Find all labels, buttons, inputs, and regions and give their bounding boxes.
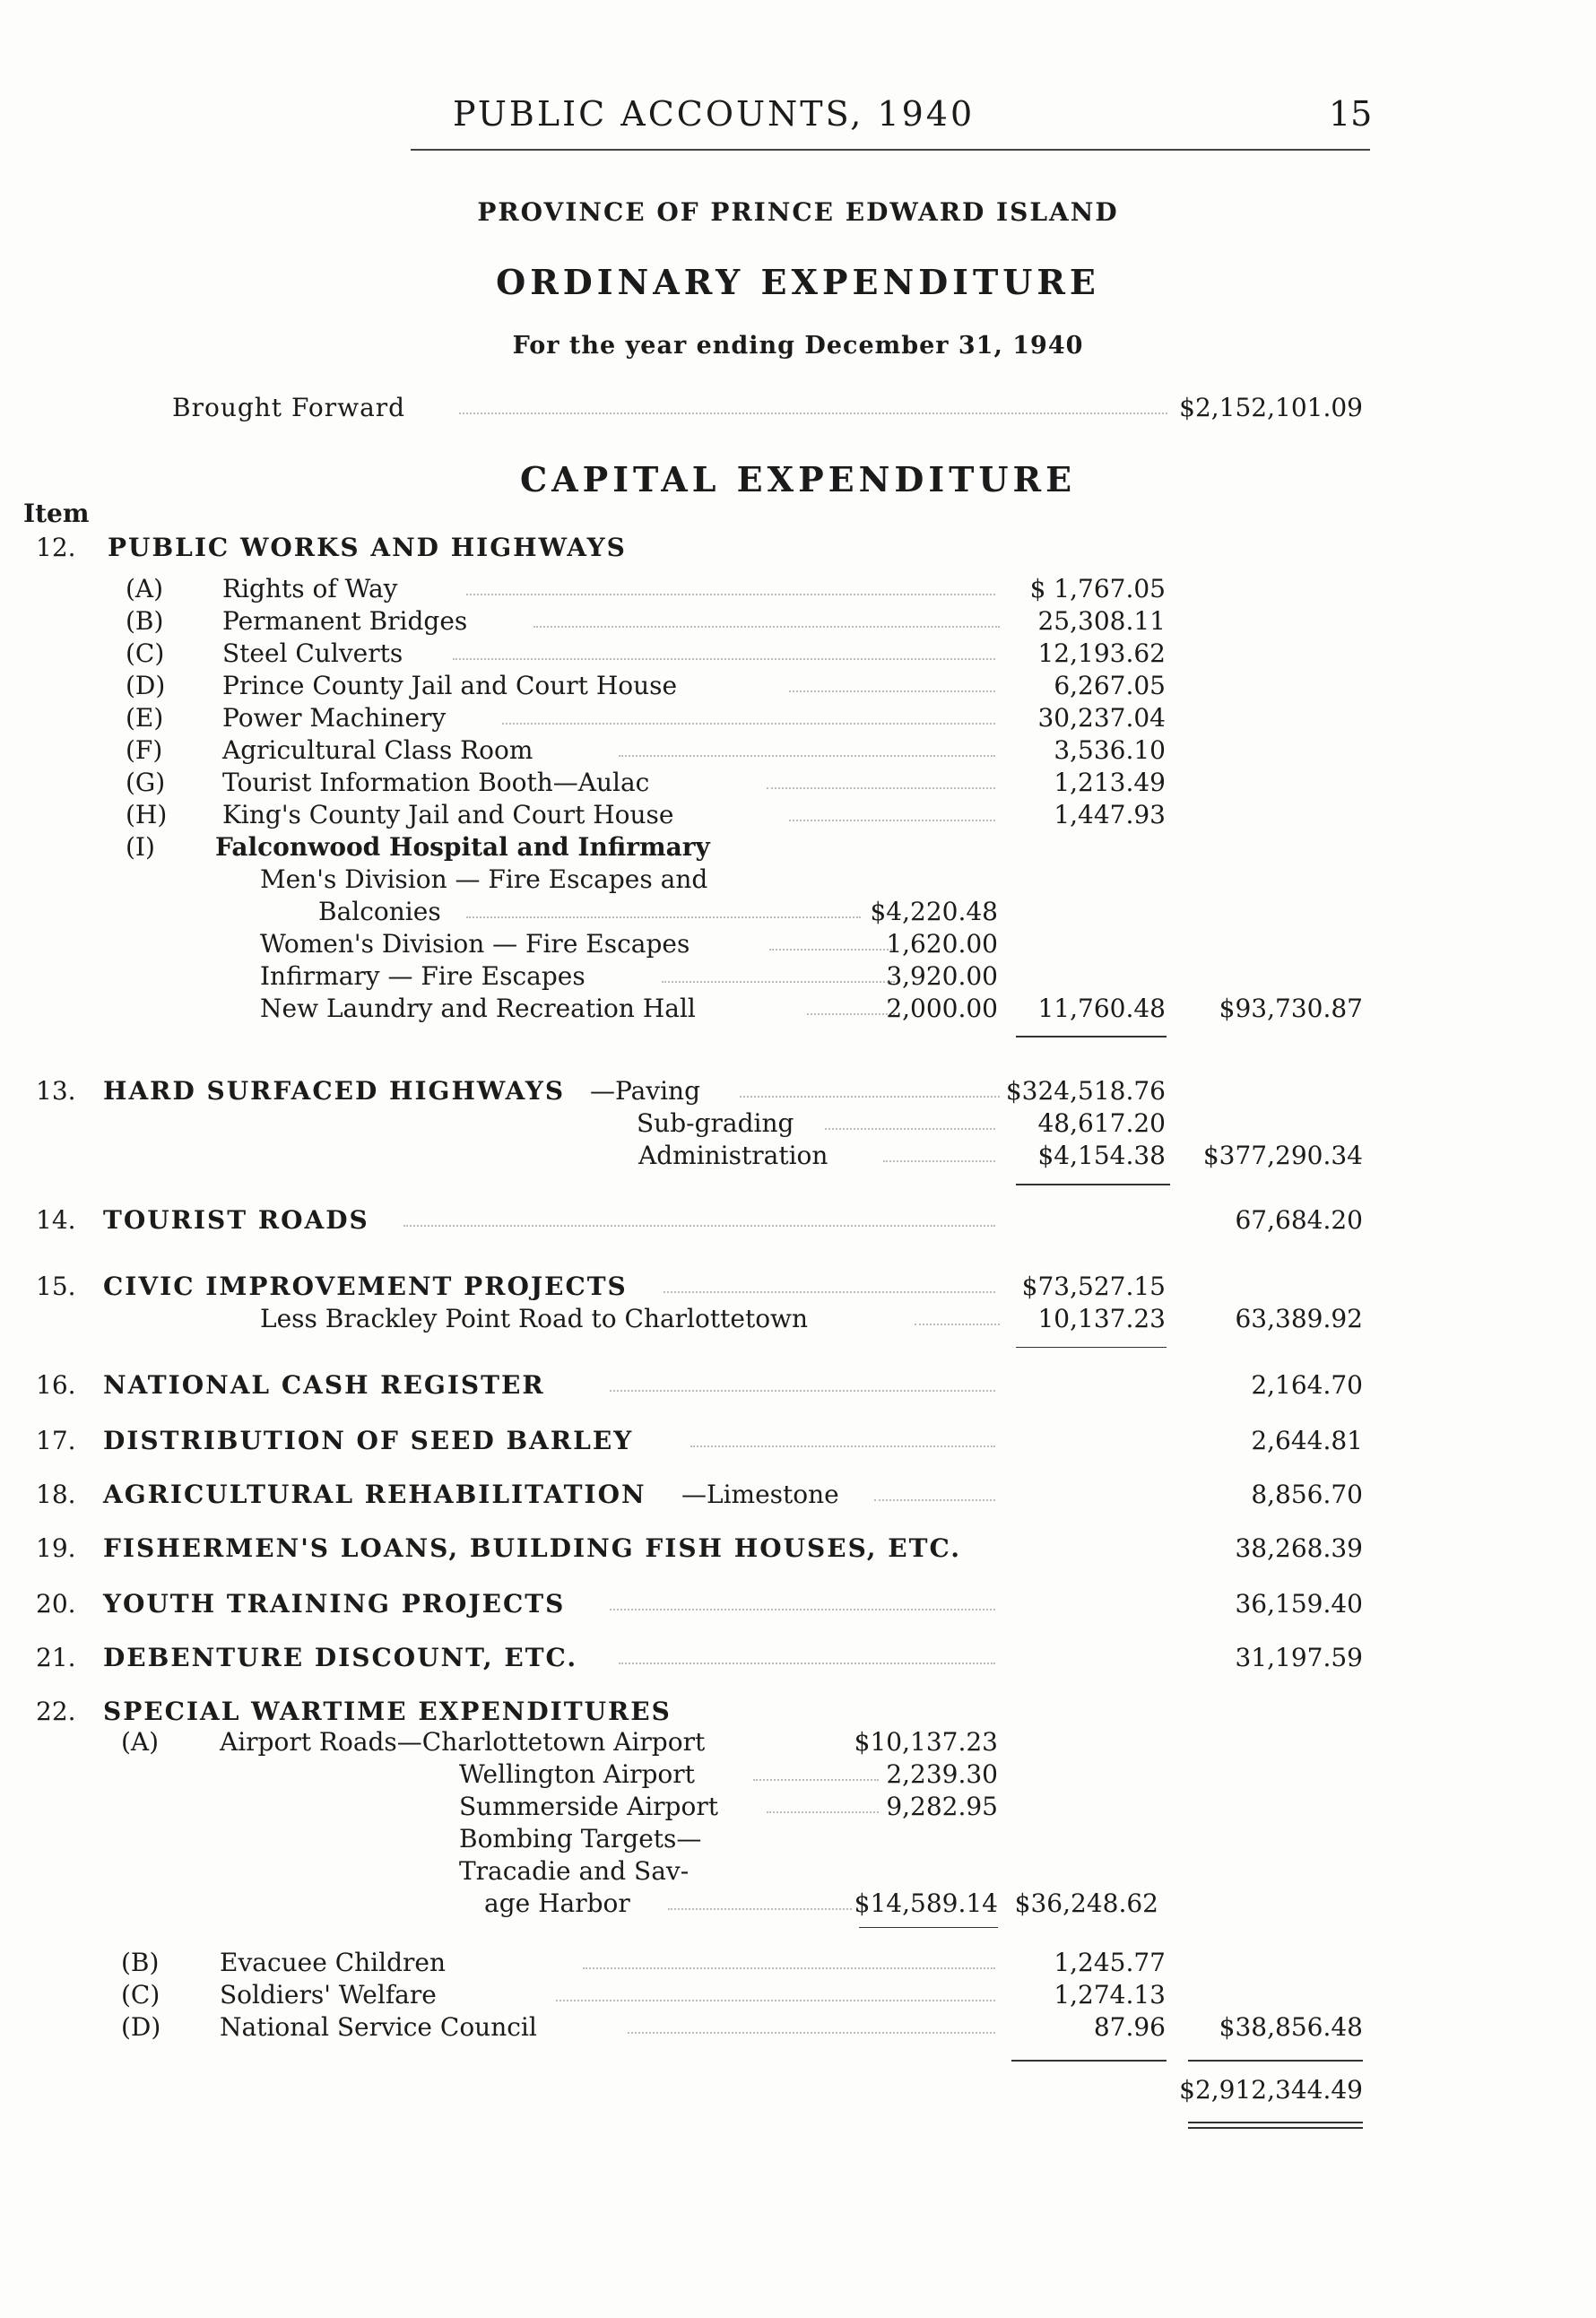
capital-heading: CAPITAL EXPENDITURE — [519, 459, 1077, 499]
item-12-line — [0, 671, 1596, 703]
item-number: 19. — [36, 1533, 76, 1563]
line-amount: 30,237.04 — [1037, 703, 1166, 733]
bombing-line-1 — [0, 1824, 1596, 1856]
leader-dots — [883, 1160, 995, 1162]
line-desc: Soldiers' Welfare — [220, 1980, 437, 2010]
item-column-label: Item — [23, 499, 90, 528]
leader-dots — [915, 1324, 1000, 1325]
item-15-row — [0, 1272, 1596, 1304]
line-amount: 1,447.93 — [1054, 800, 1166, 829]
line-amount: 1,274.13 — [1054, 1980, 1166, 2010]
line-label: (D) — [121, 2012, 161, 2042]
item-title: PUBLIC WORKS AND HIGHWAYS — [108, 533, 627, 562]
leader-dots — [466, 594, 995, 595]
falconwood-laundry-line — [0, 994, 1596, 1026]
item-number: 17. — [36, 1426, 76, 1455]
item-17-row — [0, 1426, 1596, 1458]
line-label: (B) — [121, 1948, 160, 1977]
item-suffix: —Limestone — [681, 1480, 839, 1509]
leader-dots — [459, 412, 1167, 414]
line-desc: King's County Jail and Court House — [222, 800, 674, 829]
subgrading-label: Sub-grading — [637, 1108, 794, 1138]
total-rule — [1188, 2060, 1363, 2062]
item-number: 18. — [36, 1480, 76, 1509]
item-22-total: $38,856.48 — [1219, 2012, 1363, 2042]
line-amount: 9,282.95 — [886, 1792, 998, 1821]
bombing-line-3 — [0, 1888, 1596, 1921]
subtotal-rule — [1016, 1184, 1170, 1185]
leader-dots — [789, 820, 995, 821]
line-label: (D) — [126, 671, 166, 700]
item-title: TOURIST ROADS — [103, 1205, 369, 1235]
leader-dots — [619, 755, 995, 757]
line-amount: 2,239.30 — [886, 1759, 998, 1789]
line-label: (A) — [121, 1727, 160, 1757]
line-label: (E) — [126, 703, 164, 733]
item-14-row — [0, 1205, 1596, 1237]
item-15-total: 63,389.92 — [1235, 1304, 1363, 1333]
line-label: (G) — [126, 768, 166, 797]
item-number: 15. — [36, 1272, 76, 1301]
period-line: For the year ending December 31, 1940 — [512, 332, 1084, 360]
item-title: NATIONAL CASH REGISTER — [103, 1370, 545, 1400]
leader-dots — [610, 1390, 995, 1392]
line-amount: 1,245.77 — [1054, 1948, 1166, 1977]
line-desc: New Laundry and Recreation Hall — [260, 994, 696, 1023]
less-label: Less Brackley Point Road to Charlottetown — [260, 1304, 809, 1333]
line-desc: Men's Division — Fire Escapes and — [260, 864, 708, 894]
grand-total-rule — [1188, 2127, 1363, 2129]
line-desc: Balconies — [318, 897, 441, 926]
subtotal-rule — [1016, 1347, 1167, 1348]
item-number: 22. — [36, 1697, 76, 1726]
item-number: 14. — [36, 1205, 76, 1235]
header-rule — [411, 149, 1370, 151]
item-18-row — [0, 1480, 1596, 1512]
paving-label: —Paving — [590, 1076, 701, 1106]
item-15-less — [0, 1304, 1596, 1336]
item-title: FISHERMEN'S LOANS, BUILDING FISH HOUSES, ETC. — [103, 1533, 962, 1563]
leader-dots — [533, 626, 1000, 628]
line-label: (I) — [126, 832, 155, 862]
line-amount: $73,527.15 — [1021, 1272, 1166, 1301]
leader-dots — [662, 981, 895, 983]
item-20-total: 36,159.40 — [1235, 1589, 1363, 1619]
item-22-heading — [0, 1697, 1596, 1729]
item-18-total: 8,856.70 — [1251, 1480, 1363, 1509]
line-desc: Summerside Airport — [459, 1792, 718, 1821]
item-22-a-line — [0, 1727, 1596, 1759]
falconwood-womens-line — [0, 929, 1596, 961]
subtotal-rule — [859, 1927, 998, 1928]
item-21-row — [0, 1643, 1596, 1675]
line-amount: 87.96 — [1093, 2012, 1166, 2042]
line-amount: 1,620.00 — [886, 929, 998, 959]
item-12-line — [0, 638, 1596, 671]
line-desc: Tracadie and Sav- — [459, 1856, 690, 1886]
item-19-total: 38,268.39 — [1235, 1533, 1363, 1563]
line-amount: 3,536.10 — [1054, 735, 1166, 765]
falconwood-mens-amount-line — [0, 897, 1596, 929]
line-desc: Agricultural Class Room — [222, 735, 533, 765]
leader-dots — [825, 1128, 995, 1130]
less-amount: 10,137.23 — [1037, 1304, 1166, 1333]
paving-amount: $324,518.76 — [1005, 1076, 1166, 1106]
falconwood-title: Falconwood Hospital and Infirmary — [215, 832, 710, 862]
line-desc: Airport Roads—Charlottetown Airport — [220, 1727, 706, 1757]
item-12-line — [0, 768, 1596, 800]
subtotal-rule — [1011, 2060, 1167, 2062]
line-amount: $10,137.23 — [854, 1727, 998, 1757]
wellington-line — [0, 1759, 1596, 1792]
falconwood-heading — [0, 832, 1596, 864]
leader-dots — [740, 1096, 1000, 1098]
item-title: HARD SURFACED HIGHWAYS — [103, 1076, 566, 1106]
brought-forward-amount: $2,152,101.09 — [1179, 393, 1363, 422]
grand-total-rule — [1188, 2122, 1363, 2123]
line-label: (B) — [126, 606, 164, 636]
leader-dots — [769, 949, 895, 951]
item-22-c-line — [0, 1980, 1596, 2012]
line-amount: 2,000.00 — [886, 994, 998, 1023]
brought-forward-row — [0, 393, 1596, 425]
admin-amount: $4,154.38 — [1037, 1141, 1166, 1170]
item-13-row — [0, 1076, 1596, 1108]
item-12-line — [0, 606, 1596, 638]
item-14-total: 67,684.20 — [1235, 1205, 1363, 1235]
item-number: 13. — [36, 1076, 76, 1106]
line-desc: Infirmary — Fire Escapes — [260, 961, 585, 991]
item-number: 21. — [36, 1643, 76, 1672]
leader-dots — [874, 1499, 995, 1501]
line-desc: Power Machinery — [222, 703, 447, 733]
line-amount: 1,213.49 — [1054, 768, 1166, 797]
leader-dots — [583, 1967, 995, 1969]
running-title: PUBLIC ACCOUNTS, 1940 — [453, 94, 976, 134]
leader-dots — [668, 1908, 852, 1910]
line-desc: National Service Council — [220, 2012, 537, 2042]
falconwood-infirmary-line — [0, 961, 1596, 994]
item-12-line — [0, 800, 1596, 832]
line-desc: age Harbor — [484, 1888, 630, 1918]
item-number: 20. — [36, 1589, 76, 1619]
running-head — [0, 94, 1596, 148]
line-label: (H) — [126, 800, 168, 829]
line-amount: 6,267.05 — [1054, 671, 1166, 700]
line-desc: Tourist Information Booth—Aulac — [222, 768, 650, 797]
line-amount: 25,308.11 — [1037, 606, 1166, 636]
leader-dots — [753, 1779, 879, 1781]
item-19-row — [0, 1533, 1596, 1566]
item-16-row — [0, 1370, 1596, 1402]
item-13-subgrading — [0, 1108, 1596, 1141]
item-12-line — [0, 703, 1596, 735]
line-desc: Steel Culverts — [222, 638, 403, 668]
item-22-a-total: $36,248.62 — [1014, 1888, 1158, 1918]
leader-dots — [789, 690, 995, 692]
subtotal-rule — [1016, 1036, 1167, 1037]
item-title: CIVIC IMPROVEMENT PROJECTS — [103, 1272, 628, 1301]
summerside-line — [0, 1792, 1596, 1824]
leader-dots — [610, 1609, 995, 1610]
item-20-row — [0, 1589, 1596, 1621]
line-label: (C) — [121, 1980, 160, 2010]
grand-total: $2,912,344.49 — [1179, 2075, 1363, 2105]
item-title: DISTRIBUTION OF SEED BARLEY — [103, 1426, 634, 1455]
leader-dots — [767, 787, 995, 789]
leader-dots — [690, 1445, 995, 1447]
item-12-heading — [0, 533, 1596, 565]
subgrading-amount: 48,617.20 — [1037, 1108, 1166, 1138]
item-12-line — [0, 735, 1596, 768]
admin-label: Administration — [638, 1141, 828, 1170]
item-22-d-line — [0, 2012, 1596, 2045]
item-17-total: 2,644.81 — [1251, 1426, 1363, 1455]
item-number: 12. — [36, 533, 76, 562]
line-label: (F) — [126, 735, 163, 765]
item-12-total: $93,730.87 — [1219, 994, 1363, 1023]
leader-dots — [453, 658, 995, 660]
line-amount: $4,220.48 — [870, 897, 998, 926]
line-desc: Prince County Jail and Court House — [222, 671, 678, 700]
item-12-line — [0, 574, 1596, 606]
item-number: 16. — [36, 1370, 76, 1400]
line-desc: Permanent Bridges — [222, 606, 468, 636]
item-13-total: $377,290.34 — [1202, 1141, 1363, 1170]
page-number: 15 — [1329, 94, 1373, 134]
item-16-total: 2,164.70 — [1251, 1370, 1363, 1400]
line-desc: Women's Division — Fire Escapes — [260, 929, 690, 959]
leader-dots — [556, 2000, 995, 2001]
item-title: DEBENTURE DISCOUNT, ETC. — [103, 1643, 578, 1672]
line-amount: $ 1,767.05 — [1029, 574, 1166, 603]
page-title: ORDINARY EXPENDITURE — [496, 262, 1100, 302]
leader-dots — [628, 2032, 995, 2034]
leader-dots — [466, 916, 861, 918]
item-title: AGRICULTURAL REHABILITATION — [103, 1480, 646, 1509]
province-heading: PROVINCE OF PRINCE EDWARD ISLAND — [477, 197, 1119, 227]
grand-total-row — [0, 2075, 1596, 2107]
item-22-b-line — [0, 1948, 1596, 1980]
line-amount: 3,920.00 — [886, 961, 998, 991]
leader-dots — [502, 723, 995, 725]
leader-dots — [403, 1225, 995, 1227]
leader-dots — [664, 1291, 995, 1293]
bombing-line-2 — [0, 1856, 1596, 1888]
line-desc: Evacuee Children — [220, 1948, 446, 1977]
falconwood-mens-line — [0, 864, 1596, 897]
bombing-amount: $14,589.14 — [854, 1888, 998, 1918]
line-desc: Wellington Airport — [459, 1759, 695, 1789]
brought-forward-label: Brought Forward — [172, 393, 406, 422]
line-label: (C) — [126, 638, 165, 668]
line-label: (A) — [126, 574, 164, 603]
item-title: YOUTH TRAINING PROJECTS — [103, 1589, 566, 1619]
line-desc: Rights of Way — [222, 574, 398, 603]
leader-dots — [619, 1663, 995, 1664]
line-amount: 12,193.62 — [1037, 638, 1166, 668]
line-desc: Bombing Targets— — [459, 1824, 702, 1854]
item-21-total: 31,197.59 — [1235, 1643, 1363, 1672]
leader-dots — [807, 1013, 895, 1015]
item-13-admin — [0, 1141, 1596, 1173]
falconwood-subtotal: 11,760.48 — [1037, 994, 1166, 1023]
item-title: SPECIAL WARTIME EXPENDITURES — [103, 1697, 672, 1726]
leader-dots — [767, 1811, 879, 1813]
